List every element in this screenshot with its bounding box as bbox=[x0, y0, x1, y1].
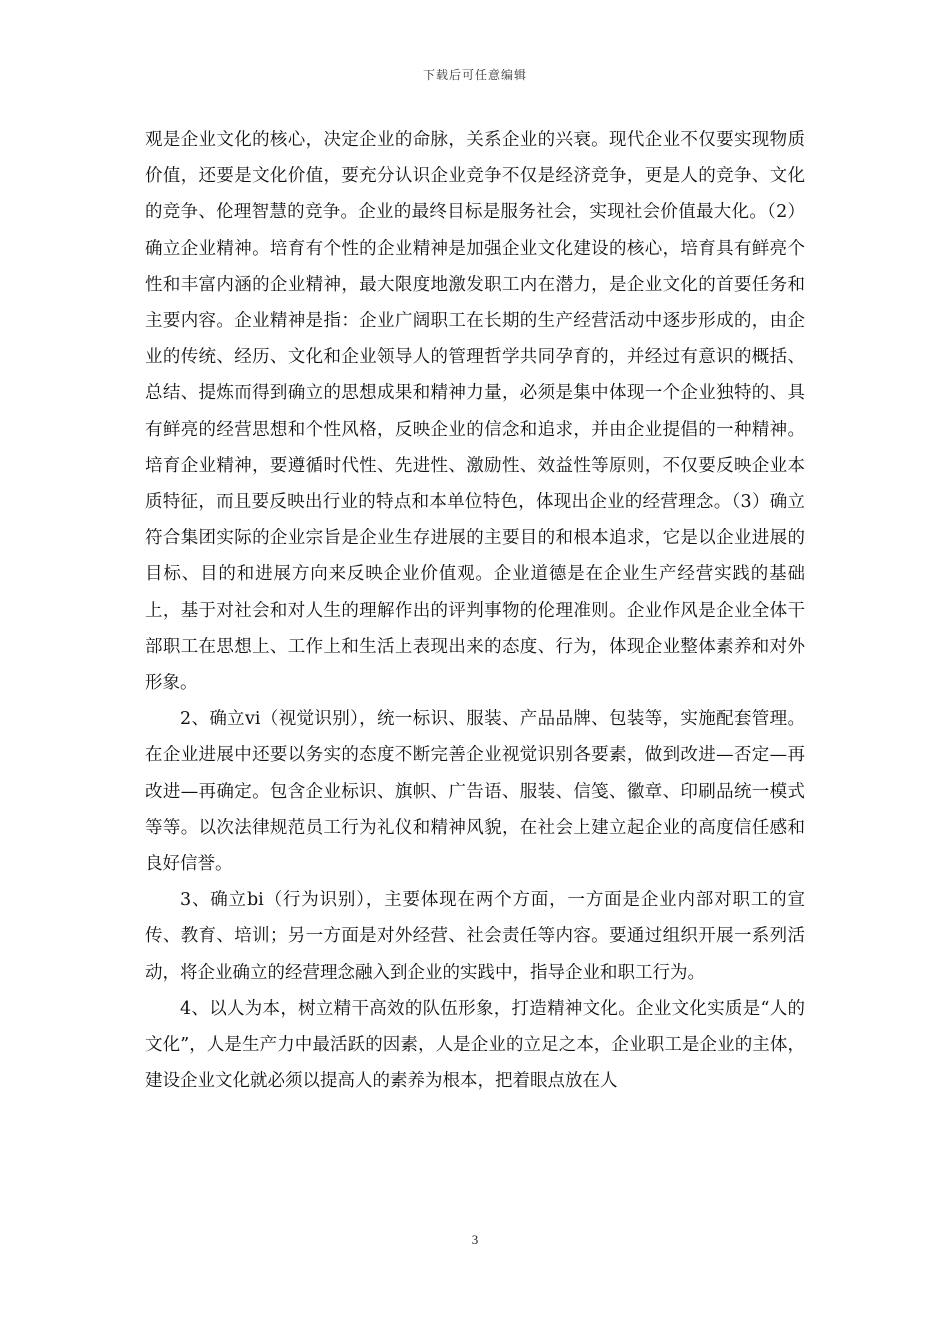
paragraph-4: 4、以人为本，树立精干高效的队伍形象，打造精神文化。企业文化实质是“人的文化”，人是生产力中最活跃的因素，人是企业的立足之本，企业职工是企业的主体，建设企业文化就必须以提高人的素养为根本，把着眼点放在人 bbox=[145, 998, 805, 1092]
page-header-note: 下载后可任意编辑 bbox=[422, 68, 527, 82]
paragraph-3: 3、确立bi（行为识别），主要体现在两个方面，一方面是企业内部对职工的宣传、教育、培训；另一方面是对外经营、社会责任等内容。要通过组织开展一系列活动，将企业确立的经营理念融入到企业的实践中，指导企业和职工行为。 bbox=[145, 890, 805, 983]
paragraph-1: 观是企业文化的核心，决定企业的命脉，关系企业的兴衰。现代企业不仅要实现物质价值，还要是文化价值，要充分认识企业竞争不仅是经济竞争，更是人的竞争、文化的竞争、伦理智慧的竞争。企业的最终目标是服务社会，实现社会价值最大化。（2）确立企业精神。培育有个性的企业精神是加强企业文化建设的核心，培育具有鲜亮个性和丰富内涵的企业精神，最大限度地激发职工内在潜力，是企业文化的首要任务和主要内容。企业精神是指：企业广阔职工在长期的生产经营活动中逐步形成的，由企业的传统、经历、文化和企业领导人的管理哲学共同孕育的，并经过有意识的概括、总结、提炼而得到确立的思想成果和精神力量，必须是集中体现一个企业独特的、具有鲜亮的经营思想和个性风格，反映企业的信念和追求，并由企业提倡的一种精神。培育企业精神，要遵循时代性、先进性、激励性、效益性等原则，不仅要反映企业本质特征，而且要反映出行业的特点和本单位特色，体现出企业的经营理念。（3）确立符合集团实际的企业宗旨是企业生存进展的主要目的和根本追求，它是以企业进展的目标、目的和进展方向来反映企业价值观。企业道德是在企业生产经营实践的基础上，基于对社会和对人生的理解作出的评判事物的伦理准则。企业作风是企业全体干部职工在思想上、工作上和生活上表现出来的态度、行为，体现企业整体素养和对外形象。 bbox=[145, 130, 805, 694]
paragraph-2: 2、确立vi（视觉识别），统一标识、服装、产品品牌、包装等，实施配套管理。在企业进展中还要以务实的态度不断完善企业视觉识别各要素，做到改进—否定—再改进—再确定。包含企业标识、旗帜、广告语、服装、信笺、徽章、印刷品统一模式等等。以次法律规范员工行为礼仪和精神风貌，在社会上建立起企业的高度信任感和良好信誉。 bbox=[145, 709, 805, 875]
document-body bbox=[145, 122, 805, 1099]
page-number: 3 bbox=[471, 1232, 479, 1247]
